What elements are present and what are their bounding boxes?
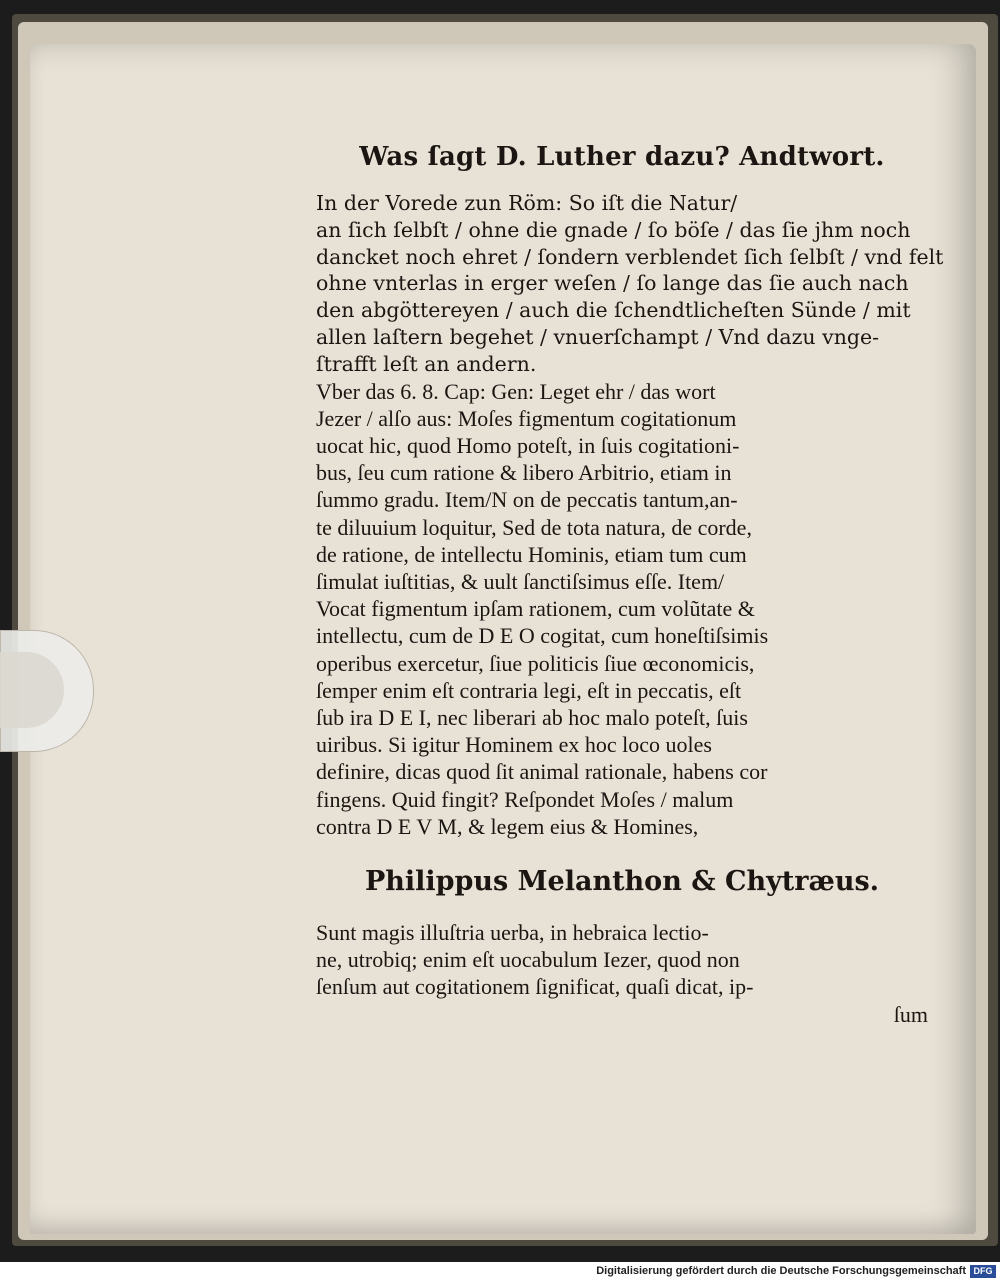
text-line: fingens. Quid fingit? Reſpondet Moſes / malum <box>316 786 734 812</box>
paragraph-melanthon <box>316 919 928 1028</box>
text-line: de ratione, de intellectu Hominis, etiam tum cum <box>316 541 747 567</box>
text-line: operibus exercetur, ſiue politicis ſiue œconomicis, <box>316 650 755 676</box>
dfg-logo-icon: DFG <box>970 1265 996 1278</box>
text-line: ſemper enim eſt contraria legi, eſt in peccatis, eſt <box>316 677 742 703</box>
text-line: In der Vorede zun Röm: So iſt die Natur/ <box>316 191 738 215</box>
paragraph-genesis <box>316 378 928 840</box>
text-line: ſtrafft leſt an andern. <box>316 351 537 376</box>
text-line: dancket noch ehret / ſondern verblendet ſich ſelbſt / vnd felt <box>316 244 944 269</box>
text-line: an ſich ſelbſt / ohne die gnade / ſo böſe / das ſie jhm noch <box>316 217 911 242</box>
text-line: uocat hic, quod Homo poteſt, in ſuis cogitationi- <box>316 432 740 458</box>
text-line: te diluuium loquitur, Sed de tota natura, de corde, <box>316 514 752 540</box>
text-line: Jezer / alſo aus: Moſes figmentum cogitationum <box>316 405 737 431</box>
text-line: definire, dicas quod ſit animal rationale, habens cor <box>316 759 768 785</box>
catchword: ſum <box>893 1001 928 1027</box>
text-line: ſimulat iuſtitias, & uult ſanctiſsimus eſſe. Item/ <box>316 569 725 594</box>
footer-bar <box>0 1262 1000 1282</box>
text-line: uiribus. Si igitur Hominem ex hoc loco uoles <box>316 732 712 758</box>
footer-credit: Digitalisierung gefördert durch die Deutsche Forschungsgemeinschaft <box>596 1265 966 1277</box>
text-line: ne, utrobiq; enim eſt uocabulum Iezer, quod non <box>316 947 740 973</box>
text-line: intellectu, cum de D E O cogitat, cum honeſtiſsimis <box>316 623 769 649</box>
text-line: contra D E V M, & legem eius & Homines, <box>316 813 699 839</box>
text-line: allen laſtern begehet / vnuerſchampt / Vnd dazu vnge- <box>316 324 880 349</box>
text-line: ſenſum aut cogitationem ſignificat, quaſi dicat, ip- <box>316 974 754 1000</box>
text-line: bus, ſeu cum ratione & libero Arbitrio, etiam in <box>316 460 732 486</box>
text-line: ſummo gradu. Item/N on de peccatis tantum,an- <box>316 487 738 513</box>
text-line: den abgöttereyen / auch die ſchendtlicheſten Sünde / mit <box>316 298 911 323</box>
page-text <box>316 142 944 1028</box>
text-line: Sunt magis illuſtria uerba, in hebraica lectio- <box>316 920 709 946</box>
section-heading-luther: Was ſagt D. Luther dazu? Andtwort. <box>359 142 885 172</box>
paragraph-vorede <box>316 190 944 378</box>
text-line: Vocat figmentum ipſam rationem, cum volũtate & <box>316 596 755 622</box>
text-line: Vber das 6. 8. Cap: Gen: Leget ehr / das wort <box>316 378 716 404</box>
section-heading-melanthon: Philippus Melanthon & Chytræus. <box>364 866 880 898</box>
text-line: ohne vnterlas in erger weſen / ſo lange das ſie auch nach <box>316 271 909 296</box>
text-line: ſub ira D E I, nec liberari ab hoc malo poteſt, ſuis <box>316 705 748 731</box>
